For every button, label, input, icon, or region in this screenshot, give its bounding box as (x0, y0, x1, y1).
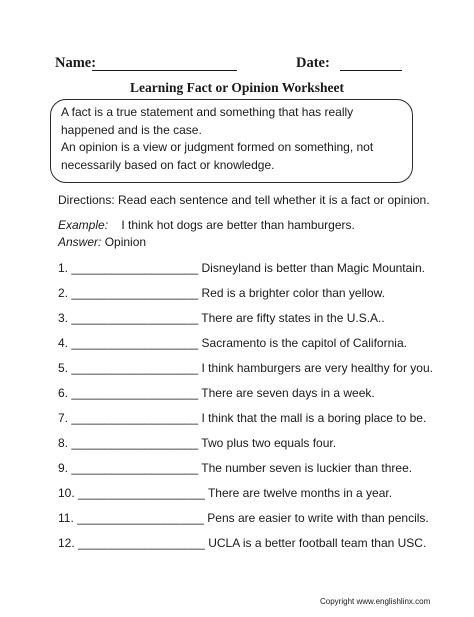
answer-blank[interactable]: ___________________ (71, 411, 199, 425)
header-row (0, 55, 474, 75)
answer-blank[interactable]: ___________________ (71, 286, 199, 300)
definition-box (50, 99, 413, 183)
answer-blank[interactable]: ___________________ (78, 536, 205, 550)
question-text: Two plus two equals four. (201, 436, 337, 450)
directions: Directions: Read each sentence and tell whether it is a fact or opinion. (58, 193, 430, 207)
question-number: 3. (58, 311, 69, 325)
page-title: Learning Fact or Opinion Worksheet (129, 80, 345, 95)
question-text: Sacramento is the capitol of California. (201, 336, 407, 350)
question-number: 4. (58, 336, 69, 350)
fact-definition: A fact is a true statement and something that has really happened and is the case. (61, 105, 354, 137)
question-2 (58, 286, 385, 300)
opinion-definition: An opinion is a view or judgment formed on something, not necessarily based on fact or knowledge. (61, 140, 374, 172)
answer-text: Opinion (104, 235, 147, 249)
question-6 (58, 386, 375, 400)
question-number: 11. (58, 511, 74, 525)
answer-blank[interactable]: ___________________ (71, 386, 199, 400)
example-text: I think hot dogs are better than hamburgers. (121, 218, 355, 232)
question-1 (58, 261, 425, 275)
question-text: UCLA is a better football team than USC. (208, 536, 427, 550)
question-number: 9. (58, 461, 69, 475)
example-line (58, 218, 355, 232)
question-text: There are twelve months in a year. (207, 486, 393, 500)
example-label: Example: (58, 218, 109, 232)
answer-blank[interactable]: ___________________ (71, 436, 199, 450)
answer-label: Answer: (58, 235, 102, 249)
answer-line (58, 235, 146, 249)
question-number: 6. (58, 386, 69, 400)
question-12 (58, 536, 426, 550)
answer-blank[interactable]: ___________________ (71, 336, 199, 350)
name-field[interactable] (92, 70, 237, 71)
question-number: 2. (58, 286, 69, 300)
question-number: 12. (58, 536, 75, 550)
answer-blank[interactable]: ___________________ (71, 461, 199, 475)
question-text: Red is a brighter color than yellow. (201, 286, 385, 300)
question-4 (58, 336, 407, 350)
date-field[interactable] (340, 70, 402, 71)
copyright-footer: Copyright www.englishlinx.com (320, 597, 431, 606)
question-number: 5. (58, 361, 69, 375)
question-text: I think hamburgers are very healthy for you. (201, 361, 433, 375)
date-label: Date: (296, 55, 330, 71)
answer-blank[interactable]: ___________________ (71, 311, 199, 325)
question-9 (58, 461, 412, 475)
answer-blank[interactable]: ___________________ (77, 511, 204, 525)
question-number: 1. (58, 261, 69, 275)
question-number: 8. (58, 436, 69, 450)
question-5 (58, 361, 433, 375)
question-text: Disneyland is better than Magic Mountain. (201, 261, 425, 275)
question-text: There are seven days in a week. (201, 386, 375, 400)
question-text: The number seven is luckier than three. (201, 461, 413, 475)
answer-blank[interactable]: ___________________ (71, 261, 199, 275)
question-number: 7. (58, 411, 69, 425)
question-10 (58, 486, 392, 500)
answer-blank[interactable]: ___________________ (71, 361, 199, 375)
question-7 (58, 411, 426, 425)
question-3 (58, 311, 385, 325)
answer-blank[interactable]: ___________________ (78, 486, 205, 500)
question-text: I think that the mall is a boring place to be. (201, 411, 427, 425)
question-8 (58, 436, 336, 450)
name-label: Name: (55, 55, 97, 71)
question-11 (58, 511, 429, 525)
question-text: There are fifty states in the U.S.A.. (201, 311, 385, 325)
question-text: Pens are easier to write with than pencils. (207, 511, 429, 525)
question-number: 10. (58, 486, 75, 500)
